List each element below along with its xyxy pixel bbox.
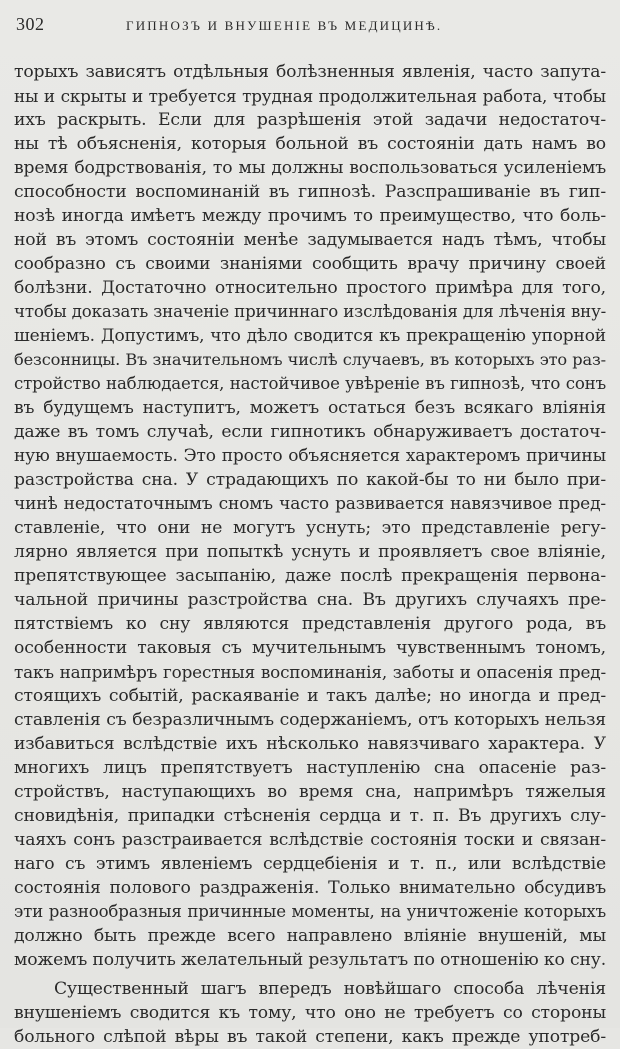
text-line: способности воспоминаній въ гипнозѣ. Разспрашиваніе въ гип- (14, 182, 606, 202)
text-line: лярно является при попыткѣ уснуть и проявляетъ свое вліяніе, (14, 542, 606, 562)
text-line: Существенный шагъ впередъ новѣйшаго способа лѣченія (54, 979, 606, 999)
text-line: должно быть прежде всего направлено вліяніе внушеній, мы (14, 926, 606, 946)
text-line: торыхъ зависятъ отдѣльныя болѣзненныя явленія, часто запута- (14, 62, 606, 82)
text-line: препятствующее засыпанію, даже послѣ прекращенія первона- (14, 566, 606, 586)
text-line: чаяхъ сонъ разстраивается вслѣдствіе состоянія тоски и связан- (14, 830, 606, 850)
text-line: ставленія съ безразличнымъ содержаніемъ, отъ которыхъ нельзя (14, 710, 606, 730)
text-line: стройствъ, наступающихъ во время сна, напримѣръ тяжелыя (14, 782, 606, 802)
text-line: можемъ получить желательный результатъ по отношенію ко сну. (14, 950, 607, 970)
text-line: время бодрствованія, то мы должны воспользоваться усиленіемъ (14, 158, 606, 178)
text-line: ставленіе, что они не могутъ уснуть; это представленіе регу- (14, 518, 606, 538)
text-line: многихъ лицъ препятствуетъ наступленію сна опасеніе раз- (14, 758, 606, 778)
text-line: эти разнообразныя причинные моменты, на уничтоженіе которыхъ (14, 902, 606, 921)
text-line: такъ напримѣръ горестныя воспоминанія, заботы и опасенія пред- (14, 662, 606, 682)
text-line: разстройства сна. У страдающихъ по какой-бы то ни было при- (14, 470, 606, 490)
text-line: въ будущемъ наступитъ, можетъ остаться безъ всякаго вліянія (14, 398, 606, 418)
text-line: ной въ этомъ состояніи менѣе задумывается надъ тѣмъ, чтобы (14, 230, 606, 250)
text-line: сообразно съ своими знаніями сообщить врачу причину своей (14, 254, 606, 274)
page-header (16, 12, 606, 36)
text-line: чальной причины разстройства сна. Въ другихъ случаяхъ пре- (14, 590, 606, 610)
page-number: 302 (16, 14, 45, 34)
text-line: состоянія полового раздраженія. Только внимательно обсудивъ (14, 878, 606, 898)
text-line: безсонницы. Въ значительномъ числѣ случаевъ, въ которыхъ это раз- (14, 350, 606, 369)
text-line: особенности таковыя съ мучительнымъ чувственнымъ тономъ, (14, 638, 606, 658)
text-line: наго съ этимъ явленіемъ сердцебіенія и т. п., или вслѣдствіе (14, 854, 606, 874)
text-line: даже въ томъ случаѣ, если гипнотикъ обнаруживаетъ достаточ- (14, 422, 606, 442)
paragraph (14, 60, 606, 972)
text-line: больного слѣпой вѣры въ такой степени, какъ прежде употреб- (14, 1027, 606, 1047)
paragraph (14, 977, 606, 1049)
text-line: болѣзни. Достаточно относительно простого примѣра для того, (14, 278, 606, 298)
text-line: внушеніемъ сводится къ тому, что оно не требуетъ со стороны (14, 1003, 606, 1023)
text-line: чинѣ недостаточнымъ сномъ часто развивается навязчивое пред- (14, 494, 606, 514)
text-line: ную внушаемость. Это просто объясняется характеромъ причины (14, 446, 606, 466)
text-line: ны тѣ объясненія, которыя больной въ состояніи дать намъ во (14, 134, 606, 154)
body-text (14, 60, 606, 1049)
running-title: ГИПНОЗЪ И ВНУШЕНІЕ ВЪ МЕДИЦИНѢ. (126, 18, 443, 33)
text-line: стройство наблюдается, настойчивое увѣреніе въ гипнозѣ, что сонъ (14, 374, 606, 393)
text-line: ихъ раскрыть. Если для разрѣшенія этой задачи недостаточ- (14, 110, 606, 130)
text-line: ны и скрыты и требуется трудная продолжительная работа, чтобы (14, 86, 606, 106)
text-line: шеніемъ. Допустимъ, что дѣло сводится къ прекращенію упорной (14, 326, 606, 346)
text-line: пятствіемъ ко сну являются представленія другого рода, въ (14, 614, 606, 634)
text-line: сновидѣнія, припадки стѣсненія сердца и т. п. Въ другихъ слу- (14, 806, 606, 826)
text-line: нозѣ иногда имѣетъ между прочимъ то преимущество, что боль- (14, 206, 606, 226)
text-line: чтобы доказать значеніе причиннаго изслѣдованія для лѣченія вну- (14, 302, 607, 321)
text-line: стоящихъ событій, раскаяваніе и такъ далѣе; но иногда и пред- (14, 686, 606, 706)
text-line: избавиться вслѣдствіе ихъ нѣсколько навязчиваго характера. У (14, 734, 606, 754)
